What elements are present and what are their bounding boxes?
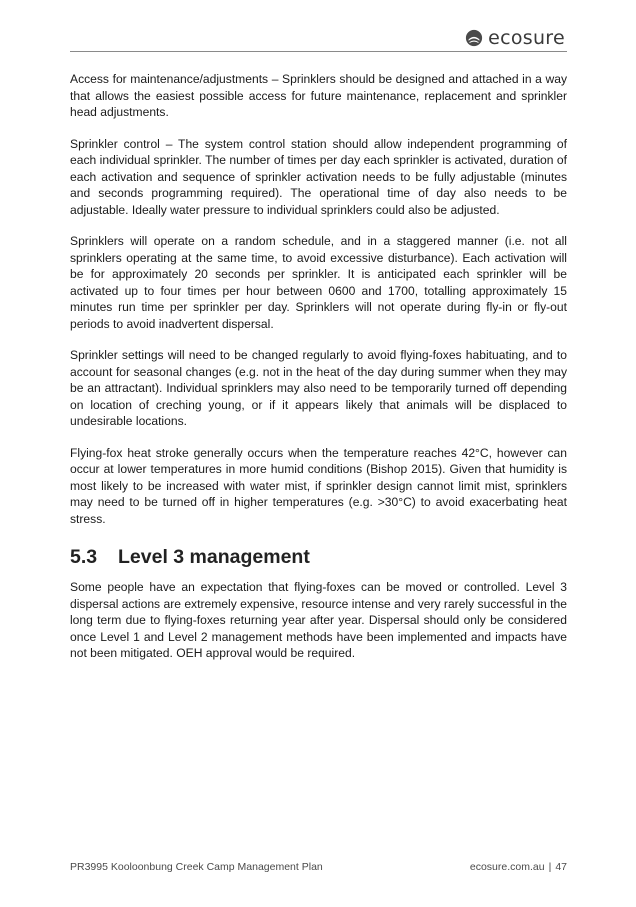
section-heading xyxy=(70,545,567,569)
paragraph-sprinkler-schedule: Sprinklers will operate on a random schedule, and in a staggered manner (i.e. not all sprinklers operating at the same time, to avoid excessive disturbance). Each activation will be for approximately 20 seconds per sprinkler. It is anticipated each sprinkler will be activated up to four times per hour between 0600 and 1700, totalling approximately 15 minutes run time per sprinkler per day. Sprinklers will not operate during fly-in or fly-out periods to avoid inadvertent dispersal. xyxy=(70,234,567,331)
page-number: 47 xyxy=(555,861,567,873)
header-divider xyxy=(70,51,567,52)
footer-website: ecosure.com.au xyxy=(469,861,545,873)
page-header xyxy=(70,24,567,52)
paragraph-sprinkler-settings: Sprinkler settings will need to be changed regularly to avoid flying-foxes habituating, and to account for seasonal changes (e.g. not in the heat of the day during summer when they may be an attractant). Individual sprinklers may also need to be temporarily turned off depending on location of creching young, or if it appears likely that animals will be displaced to undesirable locations. xyxy=(70,348,567,428)
paragraph-sprinkler-control: Sprinkler control – The system control station should allow independent programming of each individual sprinkler. The number of times per day each sprinkler is activated, duration of each activation and sequence of sprinkler activation needs to be fully adjustable (minutes and seconds programming required). The operational time of day also needs to be adjustable. Ideally water pressure to individual sprinklers could also be adjusted. xyxy=(70,136,567,217)
section-title: Level 3 management xyxy=(118,546,310,568)
section-number: 5.3 xyxy=(70,546,98,568)
footer-separator: | xyxy=(548,861,552,873)
brand-name: ecosure xyxy=(488,27,565,49)
paragraph-heat-stroke: Flying-fox heat stroke generally occurs when the temperature reaches 42°C, however can occur at lower temperatures in more humid conditions (Bishop 2015). Given that humidity is most likely to be increased with water mist, if sprinkler design cannot limit mist, sprinklers may need to be turned off in higher temperatures (e.g. >30°C) to avoid exacerbating heat stress. xyxy=(70,445,567,526)
ecosure-logo xyxy=(465,28,565,48)
footer-document-title: PR3995 Kooloonbung Creek Camp Management Plan xyxy=(70,861,323,873)
ecosure-logo-icon xyxy=(465,29,483,47)
page-footer xyxy=(70,861,567,873)
paragraph-level3-management: Some people have an expectation that flying-foxes can be moved or controlled. Level 3 dispersal actions are extremely expensive, resource intense and very rarely successful in the long term due to flying-foxes returning year after year. Dispersal should only be considered once Level 1 and Level 2 management methods have been implemented and impacts have not been mitigated. OEH approval would be required. xyxy=(70,580,567,660)
page-body xyxy=(70,71,567,677)
paragraph-access-maintenance: Access for maintenance/adjustments – Sprinklers should be designed and attached in a way that allows the easiest possible access for future maintenance, replacement and sprinkler head adjustments. xyxy=(70,72,567,119)
footer-right xyxy=(470,861,567,873)
